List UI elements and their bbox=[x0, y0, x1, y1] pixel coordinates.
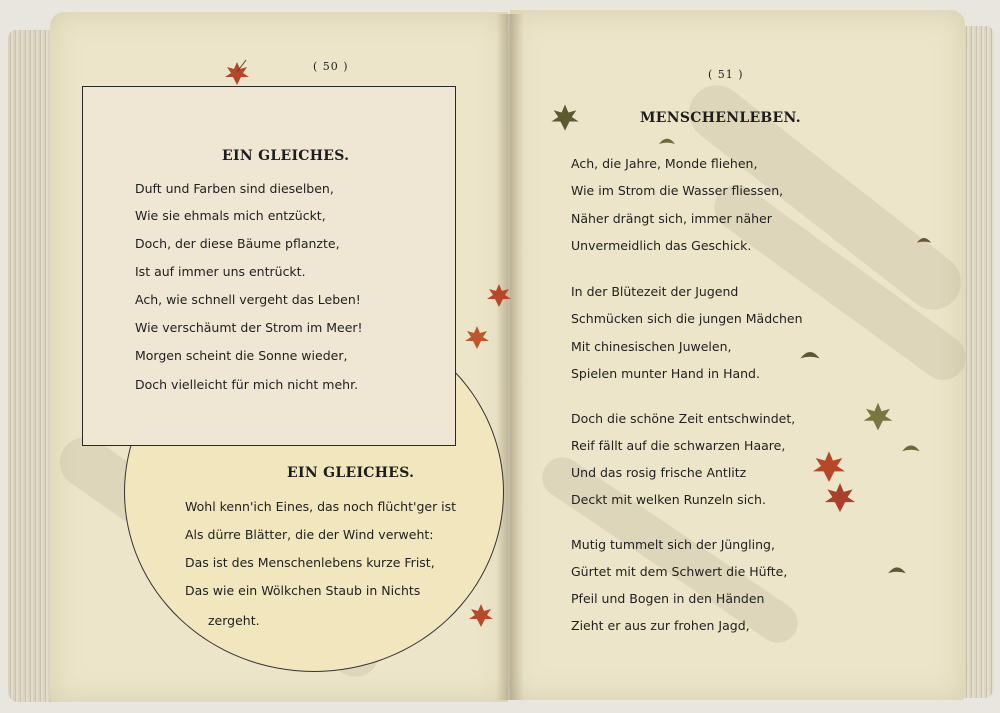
maple-leaf-icon bbox=[462, 322, 492, 352]
poem3-line: Zieht er aus zur frohen Jagd, bbox=[571, 618, 750, 633]
poem3-line: Ach, die Jahre, Monde fliehen, bbox=[571, 156, 758, 171]
ginkgo-leaf-icon bbox=[914, 232, 934, 250]
poem1-line: Duft und Farben sind dieselben, bbox=[135, 181, 334, 196]
poem2-line: Das wie ein Wölkchen Staub in Nichts bbox=[185, 583, 421, 598]
poem2-line: Wohl kenn'ich Eines, das noch flücht'ger ist bbox=[185, 499, 457, 514]
ginkgo-leaf-icon bbox=[796, 344, 824, 368]
maple-leaf-icon bbox=[222, 58, 252, 88]
poem1-line: Doch, der diese Bäume pflanzte, bbox=[135, 236, 340, 251]
poem3-line: Näher drängt sich, immer näher bbox=[571, 211, 772, 226]
poem2-line: zergeht. bbox=[208, 613, 260, 628]
poem3-title: MENSCHENLEBEN. bbox=[640, 110, 801, 126]
maple-leaf-icon bbox=[466, 600, 496, 630]
poem1-title: EIN GLEICHES. bbox=[222, 148, 350, 164]
poem3-line: Reif fällt auf die schwarzen Haare, bbox=[571, 438, 786, 453]
poem2-title: EIN GLEICHES. bbox=[287, 465, 415, 481]
poem1-line: Doch vielleicht für mich nicht mehr. bbox=[135, 377, 359, 392]
ginkgo-leaf-icon bbox=[655, 132, 679, 152]
maple-leaf-icon bbox=[860, 398, 896, 434]
poem3-line: Unvermeidlich das Geschick. bbox=[571, 238, 752, 253]
poem3-line: Gürtet mit dem Schwert die Hüfte, bbox=[571, 564, 788, 579]
poem1-line: Ist auf immer uns entrückt. bbox=[135, 264, 306, 279]
poem3-line: Mit chinesischen Juwelen, bbox=[571, 339, 732, 354]
poem1-line: Wie verschäumt der Strom im Meer! bbox=[135, 320, 363, 335]
poem3-line: Wie im Strom die Wasser fliessen, bbox=[571, 183, 784, 198]
poem3-line: In der Blütezeit der Jugend bbox=[571, 284, 739, 299]
poem1-line: Wie sie ehmals mich entzückt, bbox=[135, 208, 326, 223]
page-number-left: ( 50 ) bbox=[313, 60, 349, 73]
poem3-line: Pfeil und Bogen in den Händen bbox=[571, 591, 765, 606]
page-number-right: ( 51 ) bbox=[708, 68, 744, 81]
poem3-line: Doch die schöne Zeit entschwindet, bbox=[571, 411, 796, 426]
ginkgo-leaf-icon bbox=[898, 438, 924, 460]
maple-leaf-icon bbox=[548, 100, 582, 134]
poem3-line: Schmücken sich die jungen Mädchen bbox=[571, 311, 803, 326]
poem3-line: Mutig tummelt sich der Jüngling, bbox=[571, 537, 775, 552]
poem1-line: Ach, wie schnell vergeht das Leben! bbox=[135, 292, 361, 307]
poem3-line: Spielen munter Hand in Hand. bbox=[571, 366, 760, 381]
poem2-line: Das ist des Menschenlebens kurze Frist, bbox=[185, 555, 435, 570]
poem2-line: Als dürre Blätter, die der Wind verweht: bbox=[185, 527, 434, 542]
poem1-line: Morgen scheint die Sonne wieder, bbox=[135, 348, 348, 363]
maple-leaf-icon bbox=[818, 478, 862, 516]
poem3-line: Und das rosig frische Antlitz bbox=[571, 465, 747, 480]
ginkgo-leaf-icon bbox=[884, 560, 910, 582]
poem3-line: Deckt mit welken Runzeln sich. bbox=[571, 492, 766, 507]
maple-leaf-icon bbox=[484, 280, 514, 310]
